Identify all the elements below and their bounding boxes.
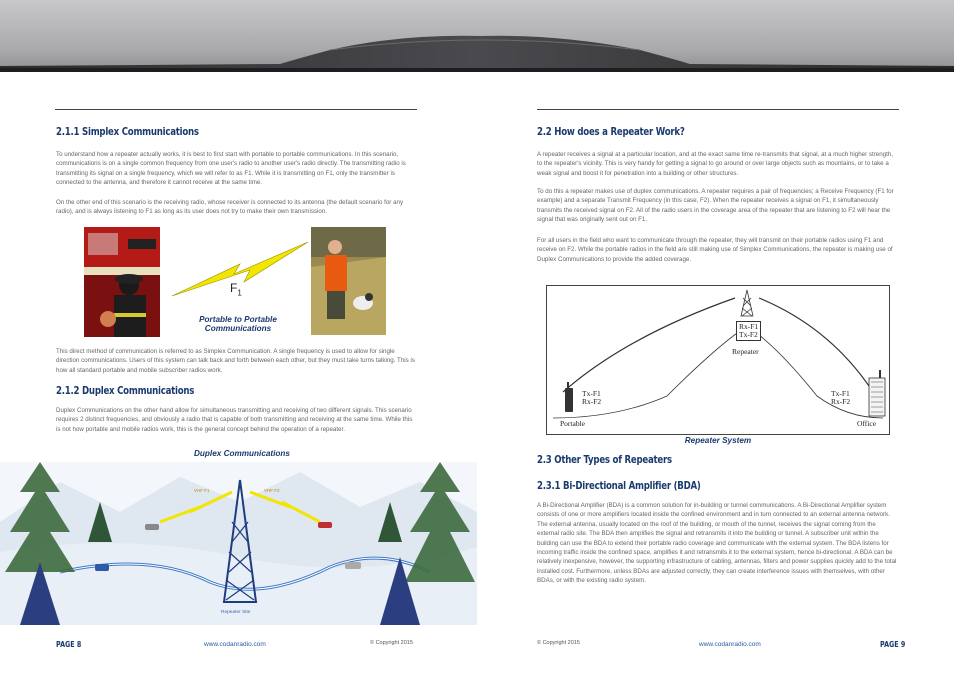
- office-label: Office: [857, 419, 877, 428]
- f1-subscript: 1: [237, 288, 242, 298]
- vhf-f1-label: VHF F1: [194, 488, 210, 493]
- repeater-system-diagram: [546, 285, 890, 435]
- section-rule: [55, 109, 417, 110]
- portable-label: Portable: [560, 419, 585, 428]
- paragraph: A Bi-Directional Amplifier (BDA) is a common solution for in-building or tunnel communications. A Bi-Directional Amplifier system consists of one or more amplifiers located inside the confined environment and in turn connected to an external antenna network. The external antenna, usually located on the roof of the building, or mouth of the tunnel, receives the signal coming from the external radio site. The BDA then amplifies the signal and retransmits it into the building or tunnel. A subscriber unit within the building can use the BDA to extend their portable radio coverage and communicate with the external system. The BDA listens for incoming traffic inside the confined space, amplifies it and retransmits it to the external system, hence bi-directional. A BDA can be relatively inexpensive, however, the supporting infrastructure of cabling, antennas, filters and power supplies quickly add to the total installed cost. Furthermore, unless BDAs are adjusted correctly, they can create interference issues with themselves, with other BDAs, or with the existing radio system.: [537, 502, 897, 585]
- portable-rx: Rx-F2: [582, 397, 602, 406]
- lightning-bolt-icon: [170, 238, 310, 308]
- paragraph: Duplex Communications on the other hand allow for simultaneous transmitting and receiving of two different signals. This scenario requires 2 distinct frequencies, and obviously a radio that is capable of both transmitting and receiving at the same time. While this is not how portable and mobile radios work, this is the general concept behind the operation of a repeater.: [56, 407, 413, 433]
- f1-label: [230, 281, 242, 297]
- section-rule: [537, 109, 899, 110]
- heading-simplex: 2.1.1 Simplex Communications: [56, 126, 199, 138]
- paragraph: For all users in the field who want to communicate through the repeater, they will transmit on their portable radios using F1 and receive on F2. While the portable radios in the field are still making use of Simplex Communications, the repeater is making use of Duplex Communications to provide the added coverage.: [537, 237, 893, 263]
- paragraph: This direct method of communication is referred to as Simplex Communication. A single frequency is used to allow for single direction communications. Users of this system can talk back and forth between each other, but they must take turns talking. This is how all standard portable and mobile subscriber radios work.: [56, 348, 415, 374]
- caption-repeater: Repeater System: [684, 436, 752, 445]
- paragraph: To understand how a repeater actually works, it is best to first start with portable to portable communications. In this scenario, communications is on a single common frequency from one user's radio to another user's radio directly. The transmitting radio is transmitting its signal on a single frequency, which we will refer to as F1. While it is transmitting on F1, only the transmitter is connected to the antenna, and therefore it cannot receive at the same time.: [56, 151, 406, 187]
- footer-url-right[interactable]: www.codanradio.com: [699, 641, 761, 648]
- repeater-tx: Tx-F2: [739, 330, 758, 339]
- office-tx: Tx-F1: [831, 389, 850, 398]
- firefighter-photo: [84, 227, 160, 337]
- repeater-rx: Rx-F1: [739, 322, 759, 331]
- portable-tx: Tx-F1: [582, 389, 601, 398]
- footer-copyright-right: © Copyright 2015: [537, 640, 580, 646]
- footer-copyright-left: © Copyright 2015: [370, 640, 413, 646]
- vhf-f2-label: VHF F2: [264, 488, 280, 493]
- repeater-site-label: Repeater Site: [221, 610, 251, 615]
- office-freqs: [831, 390, 850, 406]
- repeater-label: Repeater: [732, 347, 759, 356]
- footer-url-left[interactable]: www.codanradio.com: [204, 641, 266, 648]
- paragraph: On the other end of this scenario is the receiving radio, whose receiver is connected to its antenna (the default scenario for any radio), and is always listening to F1 as long as its user does not try to make their own transmission.: [56, 199, 404, 216]
- banner-graphic: [0, 0, 954, 72]
- office-rx: Rx-F2: [831, 397, 851, 406]
- header-banner: [0, 0, 954, 72]
- caption-duplex: Duplex Communications: [194, 449, 290, 458]
- page-number-left: PAGE 8: [56, 640, 82, 649]
- caption-portable: Portable to Portable Communications: [199, 315, 277, 333]
- field-user-photo: [311, 227, 386, 335]
- duplex-illustration: [0, 462, 477, 625]
- portable-freqs: [582, 390, 601, 406]
- paragraph: A repeater receives a signal at a particular location, and at the exact same time re-transmits that signal, at a much higher strength, to the repeater's vicinity. This is very handy for getting a signal to go around or over large objects such as mountains, or to take a weak signal and boost it for penetration into a building or other structures.: [537, 151, 893, 177]
- repeater-freq-box: [736, 321, 761, 341]
- heading-bda: 2.3.1 Bi-Directional Amplifier (BDA): [537, 480, 701, 492]
- page-number-right: PAGE 9: [880, 640, 906, 649]
- f1-letter: F: [230, 281, 238, 295]
- paragraph: To do this a repeater makes use of duplex communications. A repeater requires a pair of frequencies; a Receive Frequency (F1 for example) and a separate Transmit Frequency (in this case, F2). When the repeater receives a signal on F1, it simultaneously transmits the received signal on F2. All of the radio users in the coverage area of the repeater that are listening to F2 will hear the signal that was originally sent out on F1.: [537, 188, 894, 224]
- heading-other-repeaters: 2.3 Other Types of Repeaters: [537, 454, 672, 466]
- heading-duplex: 2.1.2 Duplex Communications: [56, 385, 195, 397]
- heading-how-repeater: 2.2 How does a Repeater Work?: [537, 126, 685, 138]
